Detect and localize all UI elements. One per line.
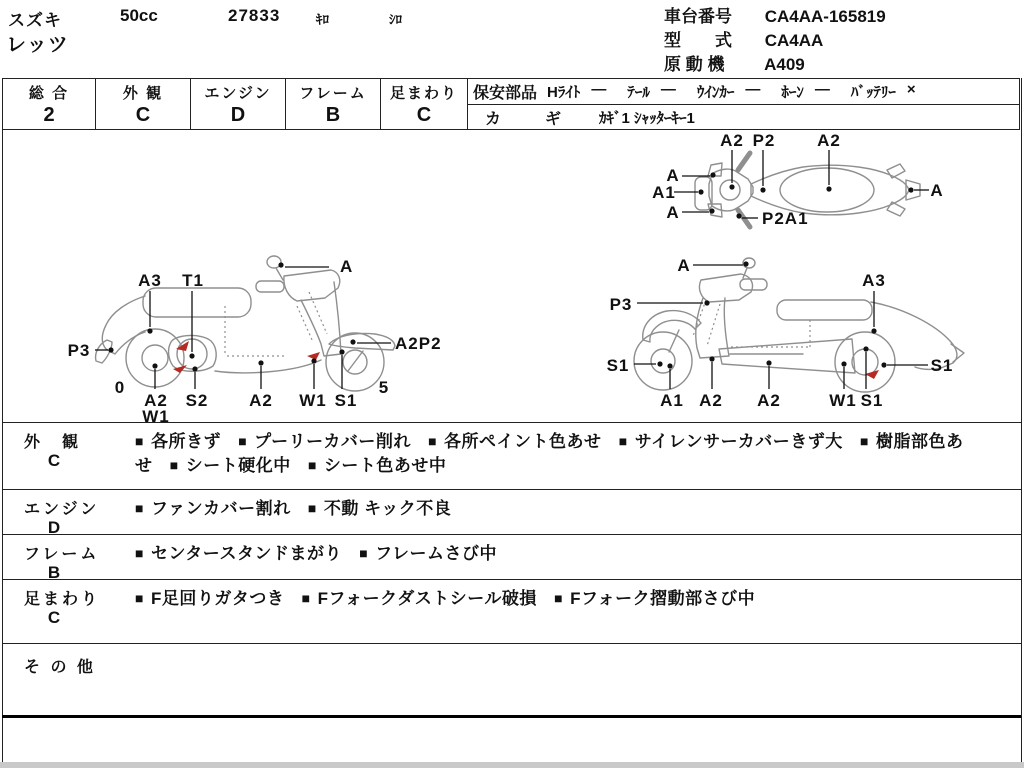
condition-text: シート硬化中	[185, 456, 291, 475]
damage-marks	[865, 370, 879, 379]
section-notes	[135, 587, 980, 611]
label-a2-mid: A2	[757, 391, 781, 410]
condition-item	[308, 499, 451, 518]
model-name: レッツ	[6, 34, 69, 56]
section-grade: B	[47, 563, 61, 582]
label-p2: P2	[752, 131, 776, 150]
bullet-icon: ■	[359, 545, 369, 561]
section-notes	[135, 430, 980, 478]
label-w1: W1	[829, 391, 857, 410]
engine-row	[664, 53, 886, 77]
mileage-unit: ｷﾛ	[316, 12, 329, 27]
section-exterior	[2, 423, 1021, 489]
section-label: フレーム	[24, 546, 100, 563]
condition-item	[554, 589, 755, 608]
maker-name: スズキ	[8, 11, 62, 30]
grade-label: 総 合	[28, 85, 70, 102]
section-engine	[2, 490, 1021, 537]
condition-item	[135, 432, 221, 451]
section-grade: D	[47, 518, 61, 537]
safety-item-value: ―	[591, 81, 607, 98]
condition-item	[619, 432, 843, 451]
label-t1: T1	[182, 271, 204, 290]
label-w1-front: W1	[299, 391, 327, 410]
section-grade: C	[47, 451, 61, 470]
label-s1-front: S1	[606, 356, 630, 375]
condition-item	[135, 499, 291, 518]
grade-label: 足まわり	[389, 85, 458, 102]
section-frame	[2, 535, 1021, 582]
section-label: そ の 他	[24, 659, 96, 676]
grade-label: エンジン	[204, 85, 272, 102]
section-notes	[135, 497, 980, 521]
safety-item-value: ×	[906, 81, 916, 98]
safety-item-value: ―	[660, 81, 676, 98]
type-label: 型 式	[664, 31, 732, 50]
condition-item	[135, 589, 284, 608]
label-a2-rear: A2	[144, 391, 168, 410]
table-bottom-border	[2, 715, 1021, 718]
condition-item	[302, 589, 537, 608]
label-5: 5	[378, 378, 390, 397]
grade-box-undercarriage	[380, 78, 468, 130]
scooter-top-view	[652, 131, 944, 228]
safety-item-name: ﾊﾞｯﾃﾘｰ	[850, 84, 896, 101]
label-a-mirror: A	[340, 257, 354, 276]
safety-parts-row	[468, 79, 1019, 105]
key-value: ｶｷﾞ1 ｼｬｯﾀｰｷｰ1	[599, 110, 695, 127]
condition-text: F足回りガタつき	[150, 589, 285, 608]
condition-text: 各所ペイント色あせ	[444, 432, 602, 451]
grade-value: B	[325, 104, 341, 126]
label-p2a1: P2A1	[762, 209, 809, 228]
safety-item-battery	[851, 81, 916, 102]
safety-parts-cell	[467, 78, 1020, 130]
grade-label: フレーム	[299, 85, 367, 102]
section-undercarriage	[2, 580, 1021, 643]
label-a1: A1	[660, 391, 684, 410]
label-a2-mid: A2	[249, 391, 273, 410]
condition-text: サイレンサーカバーきず大	[634, 432, 843, 451]
condition-text: フレームさび中	[375, 544, 497, 563]
label-a-rear: A	[930, 181, 944, 200]
section-other	[2, 644, 1021, 715]
displacement: 50cc	[120, 6, 158, 25]
chassis-label: 車台番号	[664, 7, 732, 26]
grade-value: C	[135, 104, 151, 126]
bullet-icon: ■	[554, 590, 564, 606]
type-row	[664, 29, 886, 53]
safety-item-horn	[781, 81, 830, 102]
grade-value: D	[230, 104, 246, 126]
label-0: 0	[114, 378, 126, 397]
grade-value: C	[416, 104, 432, 126]
key-label: カ ギ	[485, 111, 576, 128]
condition-text: 不動 キック不良	[323, 499, 452, 518]
bullet-icon: ■	[301, 590, 311, 606]
label-a3: A3	[862, 271, 886, 290]
chassis-value: CA4AA-165819	[764, 7, 886, 26]
section-label: エンジン	[24, 501, 100, 518]
label-p3: P3	[609, 295, 633, 314]
condition-item	[359, 544, 497, 563]
damage-diagram	[3, 130, 1021, 422]
condition-text: ファンカバー割れ	[150, 499, 291, 518]
label-a3: A3	[138, 271, 162, 290]
label-s1-front: S1	[334, 391, 358, 410]
vehicle-id-block	[664, 5, 886, 77]
label-a-mirror: A	[677, 256, 691, 275]
safety-item-name: ﾎｰﾝ	[781, 84, 804, 101]
condition-item	[428, 432, 601, 451]
label-a2p2: A2P2	[395, 334, 442, 353]
bullet-icon: ■	[238, 433, 248, 449]
chassis-row	[664, 5, 886, 29]
grade-label: 外 観	[122, 85, 164, 102]
condition-text: シート色あせ中	[323, 456, 447, 475]
label-a-mirror-top: A	[666, 166, 680, 185]
label-a1-fender: A1	[652, 183, 676, 202]
label-w1-rear: W1	[142, 407, 170, 422]
bullet-icon: ■	[135, 590, 144, 606]
label-p3: P3	[67, 341, 91, 360]
bullet-icon: ■	[169, 457, 179, 473]
safety-item-value: ―	[814, 81, 830, 98]
safety-item-value: ―	[745, 81, 761, 98]
grade-box-overall	[2, 78, 96, 130]
condition-item	[170, 456, 291, 475]
condition-text: センタースタンドまがり	[150, 544, 342, 563]
grade-box-exterior	[95, 78, 191, 130]
bullet-icon: ■	[307, 457, 317, 473]
label-s1-rear: S1	[860, 391, 884, 410]
condition-item	[135, 544, 342, 563]
bullet-icon: ■	[135, 433, 144, 449]
condition-item	[308, 456, 446, 475]
bullet-icon: ■	[307, 500, 317, 516]
engine-label: 原 動 機	[664, 55, 725, 74]
condition-item	[238, 432, 411, 451]
condition-text: 各所きず	[150, 432, 221, 451]
condition-text: Fフォーク摺動部さび中	[570, 589, 756, 608]
condition-text: 樹脂部色あせ	[135, 432, 964, 475]
grade-box-engine	[190, 78, 286, 130]
scooter-left-view	[68, 256, 442, 422]
section-notes	[135, 542, 980, 566]
safety-parts-label: 保安部品	[473, 85, 538, 102]
scooter-right-view	[607, 256, 964, 410]
grade-box-frame	[285, 78, 381, 130]
safety-item-name: ｳｲﾝｶｰ	[696, 84, 735, 101]
safety-item-name: ﾃｰﾙ	[627, 84, 650, 101]
section-grade: C	[47, 608, 61, 627]
label-a-mirror-bottom: A	[666, 203, 680, 222]
bullet-icon: ■	[135, 500, 144, 516]
label-a2-seat: A2	[817, 131, 841, 150]
mileage-value: 27833	[228, 6, 281, 25]
condition-text: Fフォークダストシール破損	[317, 589, 537, 608]
scooter-outline	[634, 258, 964, 392]
safety-item-headlight	[547, 81, 606, 102]
safety-item-winker	[697, 81, 761, 102]
bottom-gray-strip	[0, 762, 1024, 768]
safety-item-name: Hﾗｲﾄ	[547, 84, 581, 101]
grade-value: 2	[43, 104, 55, 126]
bullet-icon: ■	[428, 433, 438, 449]
type-value: CA4AA	[764, 31, 824, 50]
bullet-icon: ■	[618, 433, 628, 449]
engine-value: A409	[764, 55, 805, 74]
section-label: 足まわり	[24, 591, 101, 608]
label-s1-side: S1	[930, 356, 954, 375]
key-row	[468, 105, 1019, 130]
bullet-icon: ■	[860, 433, 869, 449]
condition-text: プーリーカバー削れ	[254, 432, 411, 451]
callouts	[68, 257, 442, 422]
section-label: 外 観	[24, 434, 82, 451]
label-a2-front: A2	[699, 391, 723, 410]
safety-item-tail	[627, 81, 676, 102]
color-code: ｼﾛ	[389, 12, 402, 27]
bullet-icon: ■	[135, 545, 144, 561]
label-s2: S2	[185, 391, 209, 410]
label-a2-handle: A2	[720, 131, 744, 150]
